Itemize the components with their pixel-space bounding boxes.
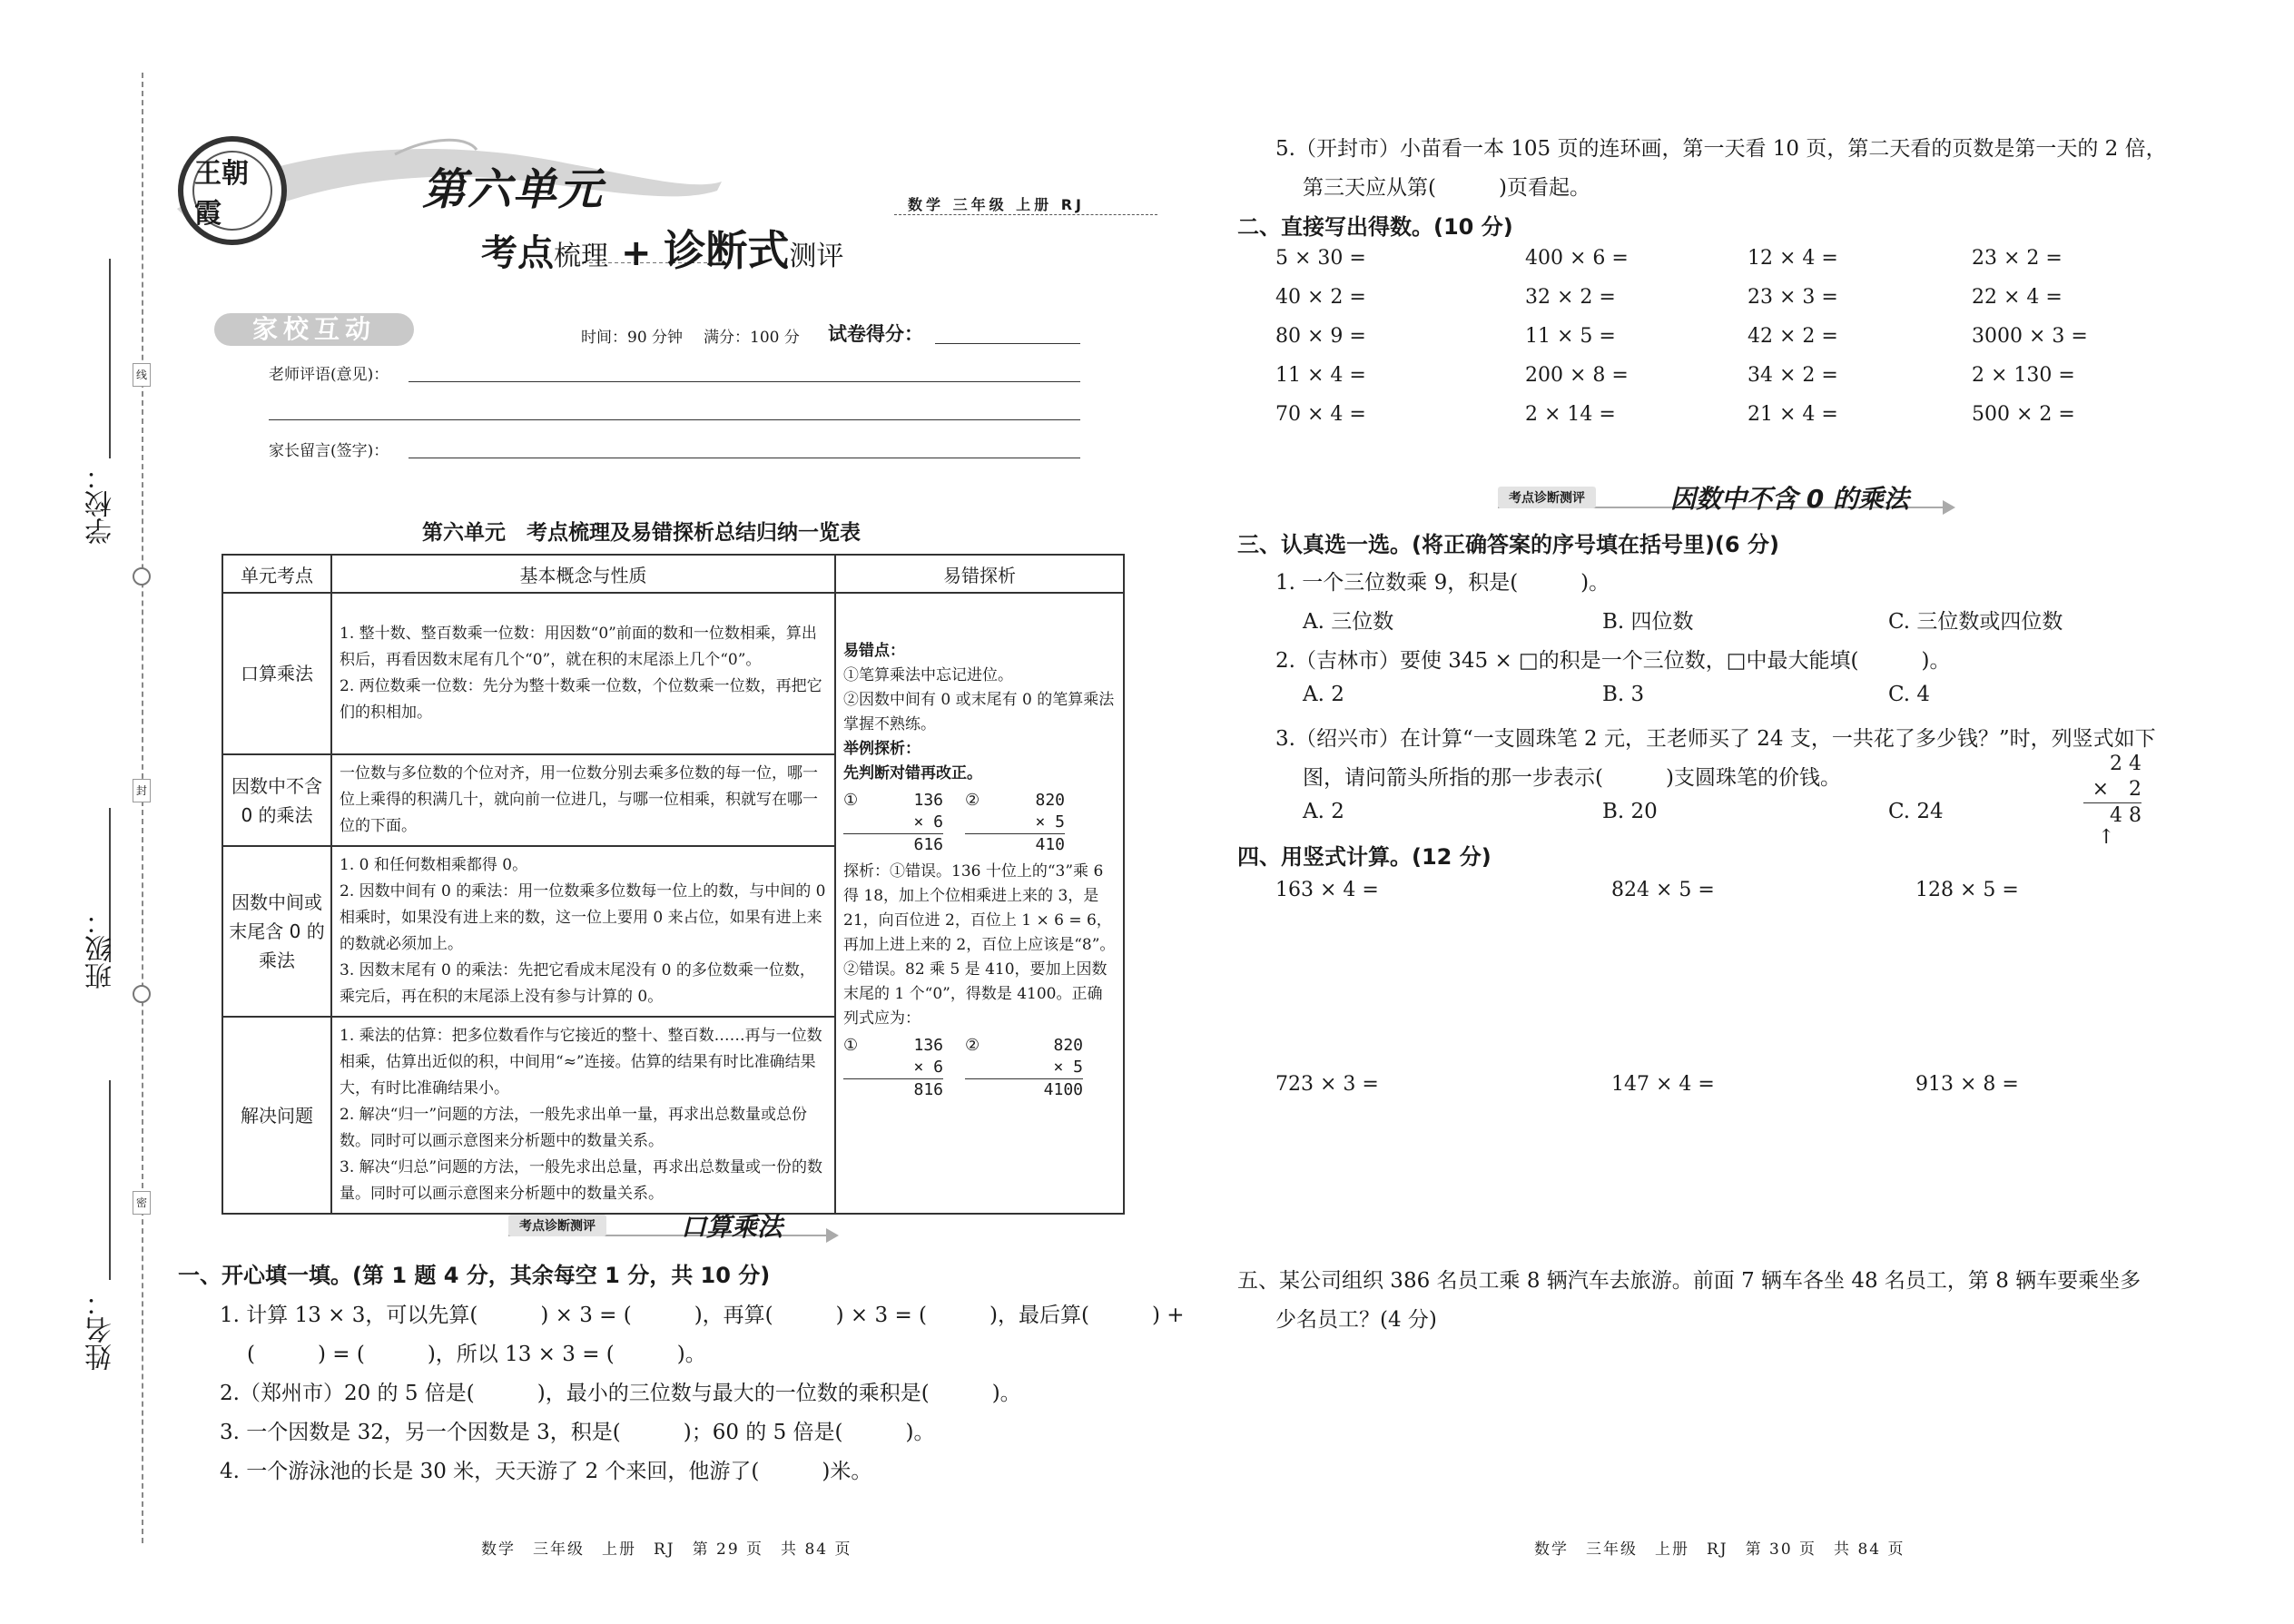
vertical-calc-item: 824 × 5 = <box>1611 879 1715 901</box>
choice-option[interactable]: C. 三位数或四位数 <box>1888 610 2063 634</box>
cut-mark: 封 <box>133 779 151 802</box>
teacher-comment-field-2[interactable] <box>269 419 1080 420</box>
section-3-title: 三、认真选一选。(将正确答案的序号填在括号里)(6 分) <box>1237 532 1779 557</box>
binding-hole <box>133 985 151 1003</box>
school-line <box>109 259 111 458</box>
concept-cell: 1. 0 和任何数相乘都得 0。 2. 因数中间有 0 的乘法：用一位数乘多位数每一位上的数，与中间的 0 相乘时，如果没有进上来的数，这一位上要用 0 来占位，如果有进上来的数就必须加上。 3. 因数末尾有 0 的乘法：先把它看成末尾没有 0 的多位数乘一位数，乘完后，再在积的末尾添上没有参与计算的 0。 <box>331 846 835 1017</box>
oral-item: 80 × 9 = <box>1275 325 1366 348</box>
vertical-calc-item: 147 × 4 = <box>1611 1073 1715 1096</box>
table-header: 易错探析 <box>835 555 1124 593</box>
oral-item: 2 × 130 = <box>1972 364 2075 387</box>
name-label: 姓名： <box>85 1289 117 1371</box>
oral-item: 70 × 4 = <box>1275 403 1366 426</box>
vertical-calc: ① 136 × 6 616 <box>843 791 943 854</box>
concept-cell: 1. 整十数、整百数乘一位数：用因数“0”前面的数和一位数相乘，算出积后，再看因数末尾有几个“0”，就在积的末尾添上几个“0”。 2. 两位数乘一位数：先分为整十数乘一位数，个位数乘一位数，再把它们的积相加。 <box>331 593 835 754</box>
section-banner-no-zero-multiplication: 考点诊断测评 因数中不含 0 的乘法 <box>1498 479 1952 516</box>
table-header: 基本概念与性质 <box>331 555 835 593</box>
choice-question-2: 2.（吉林市）要使 345 × □的积是一个三位数，□中最大能填( )。 <box>1275 649 1951 673</box>
score-label: 试卷得分： <box>828 323 923 345</box>
oral-item: 200 × 8 = <box>1525 364 1629 387</box>
table-header: 单元考点 <box>222 555 331 593</box>
parent-comment-label: 家长留言(签字)： <box>269 442 389 460</box>
choice-option[interactable]: C. 24 <box>1888 800 1944 823</box>
class-label: 班级： <box>85 908 117 989</box>
table-row <box>222 593 1124 754</box>
vertical-calc-item: 723 × 3 = <box>1275 1073 1379 1096</box>
oral-item: 23 × 3 = <box>1748 286 1838 309</box>
section-1-title: 一、开心填一填。(第 1 题 4 分，其余每空 1 分，共 10 分) <box>178 1263 771 1288</box>
choice-question-3a: 3.（绍兴市）在计算“一支圆珠笔 2 元，王老师买了 24 支，一共花了多少钱？”时，列竖式如下 <box>1275 727 2156 751</box>
oral-item: 11 × 4 = <box>1275 364 1366 387</box>
choice-option[interactable]: B. 20 <box>1602 800 1658 823</box>
score-field[interactable] <box>935 343 1080 344</box>
oral-item: 500 × 2 = <box>1972 403 2075 426</box>
name-line <box>109 1080 111 1280</box>
oral-item: 40 × 2 = <box>1275 286 1366 309</box>
section-4-title: 四、用竖式计算。(12 分) <box>1237 844 1492 870</box>
word-problem-line-2: 少名员工？(4 分) <box>1275 1308 1437 1332</box>
question-1a: 1. 计算 13 × 3，可以先算( ) × 3 = ( )，再算( ) × 3 = ( )，最后算( ) + <box>220 1304 1185 1327</box>
topic-cell: 因数中不含 0 的乘法 <box>222 754 331 846</box>
question-2: 2.（郑州市）20 的 5 倍是( )，最小的三位数与最大的一位数的乘积是( )。 <box>220 1382 1021 1405</box>
book-tagline: 数学 三年级 上册 RJ <box>908 196 1085 213</box>
concept-cell: 一位数与多位数的个位对齐，用一位数分别去乘多位数的每一位，哪一位上乘得的积满几十，就向前一位进几，与哪一位相乘，积就写在哪一位的下面。 <box>331 754 835 846</box>
oral-item: 21 × 4 = <box>1748 403 1838 426</box>
question-5a: 5.（开封市）小苗看一本 105 页的连环画，第一天看 10 页，第二天看的页数是第一天的 2 倍， <box>1275 137 2167 161</box>
teacher-comment-label: 老师评语(意见)： <box>269 366 389 384</box>
choice-option[interactable]: A. 三位数 <box>1303 610 1394 634</box>
oral-item: 12 × 4 = <box>1748 247 1838 270</box>
oral-item: 34 × 2 = <box>1748 364 1838 387</box>
topic-cell: 解决问题 <box>222 1017 331 1214</box>
topic-cell: 因数中间或末尾含 0 的乘法 <box>222 846 331 1017</box>
footer-right: 数学 三年级 上册 RJ 第 30 页 共 84 页 <box>1534 1540 1905 1559</box>
vertical-calc: ② 820 × 5 410 <box>965 791 1065 854</box>
full-score: 满分：100 分 <box>704 329 800 347</box>
teacher-comment-field[interactable] <box>409 381 1080 382</box>
oral-item: 3000 × 3 = <box>1972 325 2088 348</box>
concept-cell: 1. 乘法的估算：把多位数看作与它接近的整十、整百数……再与一位数相乘，估算出近似的积，中间用“≈”连接。估算的结果有时比准确结果大，有时比准确结果小。 2. 解决“归一”问题的方法，一般先求出单一量，再求出总数量或总份数。同时可以画示意图来分析题中的数量关系。 3. 解决“归总”问题的方法，一般先求出总量，再求出总数量或一份的数量。同时可以画示意图来分析题中的数量关系。 <box>331 1017 835 1214</box>
oral-item: 5 × 30 = <box>1275 247 1366 270</box>
choice-question-1: 1. 一个三位数乘 9，积是( )。 <box>1275 571 1610 595</box>
wrong-examples <box>843 790 1116 856</box>
summary-title: 第六单元 考点梳理及易错探析总结归纳一览表 <box>422 521 861 545</box>
choice-option[interactable]: A. 2 <box>1303 683 1344 706</box>
vertical-calc: ① 136 × 6 816 <box>843 1036 943 1099</box>
oral-item: 32 × 2 = <box>1525 286 1616 309</box>
arrow-up-icon: ↑ <box>2098 826 2115 849</box>
question-1b: ( ) = ( )，所以 13 × 3 = ( )。 <box>247 1343 706 1366</box>
topic-cell: 口算乘法 <box>222 593 331 754</box>
vertical-calc: ② 820 × 5 4100 <box>965 1036 1083 1099</box>
vertical-calc-item: 128 × 5 = <box>1915 879 2019 901</box>
summary-table <box>222 554 1125 1215</box>
choice-option[interactable]: B. 四位数 <box>1602 610 1694 634</box>
vertical-calc-item: 913 × 8 = <box>1915 1073 2019 1096</box>
choice-option[interactable]: A. 2 <box>1303 800 1344 823</box>
vertical-calc-figure: 2 4 × 2 4 8 ↑ <box>2083 752 2141 847</box>
footer-left: 数学 三年级 上册 RJ 第 29 页 共 84 页 <box>481 1540 852 1559</box>
unit-subtitle: 考点梳理 + 诊断式测评 <box>481 226 844 275</box>
unit-title: 第六单元 <box>422 164 605 215</box>
oral-item: 22 × 4 = <box>1972 286 2063 309</box>
section-2-title: 二、直接写出得数。(10 分) <box>1237 214 1513 240</box>
oral-item: 42 × 2 = <box>1748 325 1838 348</box>
vertical-calc-item: 163 × 4 = <box>1275 879 1379 901</box>
school-label: 学校： <box>85 463 117 545</box>
time-limit: 时间：90 分钟 <box>581 329 684 347</box>
oral-item: 400 × 6 = <box>1525 247 1629 270</box>
choice-option[interactable]: C. 4 <box>1888 683 1931 706</box>
tagline-rule <box>894 214 1157 215</box>
binding-hole <box>133 567 151 586</box>
section-banner-oral-multiplication: 考点诊断测评 口算乘法 <box>508 1207 835 1244</box>
error-analysis-cell: 易错点： ①笔算乘法中忘记进位。 ②因数中间有 0 或末尾有 0 的笔算乘法掌握不熟练。 举例探析： 先判断对错再改正。 ① 136 × 6 616 ② 820 × 5 410 探析：①错误。136 十位上的“3”乘 6 得 18，加上个位相乘进上来的 3，是 21，向百位进 2，百位上 1 × 6 = 6，再加上进上来的 2，百位上应该是“8”。②错误。82 乘 5 是 410，要加上因数末尾的 1 个“0”，得数是 4100。正确列式应为： ① 136 × 6 816 ② 820 × 5 4100 <box>835 593 1124 1214</box>
oral-item: 11 × 5 = <box>1525 325 1616 348</box>
cut-mark: 密 <box>133 1191 151 1215</box>
choice-option[interactable]: B. 3 <box>1602 683 1645 706</box>
oral-item: 23 × 2 = <box>1972 247 2063 270</box>
publisher-logo: 王朝霞 <box>178 136 287 245</box>
question-5b: 第三天应从第( )页看起。 <box>1303 176 1590 200</box>
oral-item: 2 × 14 = <box>1525 403 1616 426</box>
question-3: 3. 一个因数是 32，另一个因数是 3，积是( )；60 的 5 倍是( )。 <box>220 1421 935 1444</box>
home-school-badge: 家校互动 <box>214 313 414 346</box>
word-problem-line-1: 五、某公司组织 386 名员工乘 8 辆汽车去旅游。前面 7 辆车各坐 48 名员工，第 8 辆车要乘坐多 <box>1237 1269 2141 1293</box>
choice-question-3b: 图，请问箭头所指的那一步表示( )支圆珠笔的价钱。 <box>1303 766 1841 790</box>
right-examples <box>843 1035 1116 1101</box>
cut-mark: 线 <box>133 363 151 387</box>
binding-dashed-line <box>142 73 143 1543</box>
question-4: 4. 一个游泳池的长是 30 米，天天游了 2 个来回，他游了( )米。 <box>220 1460 872 1483</box>
